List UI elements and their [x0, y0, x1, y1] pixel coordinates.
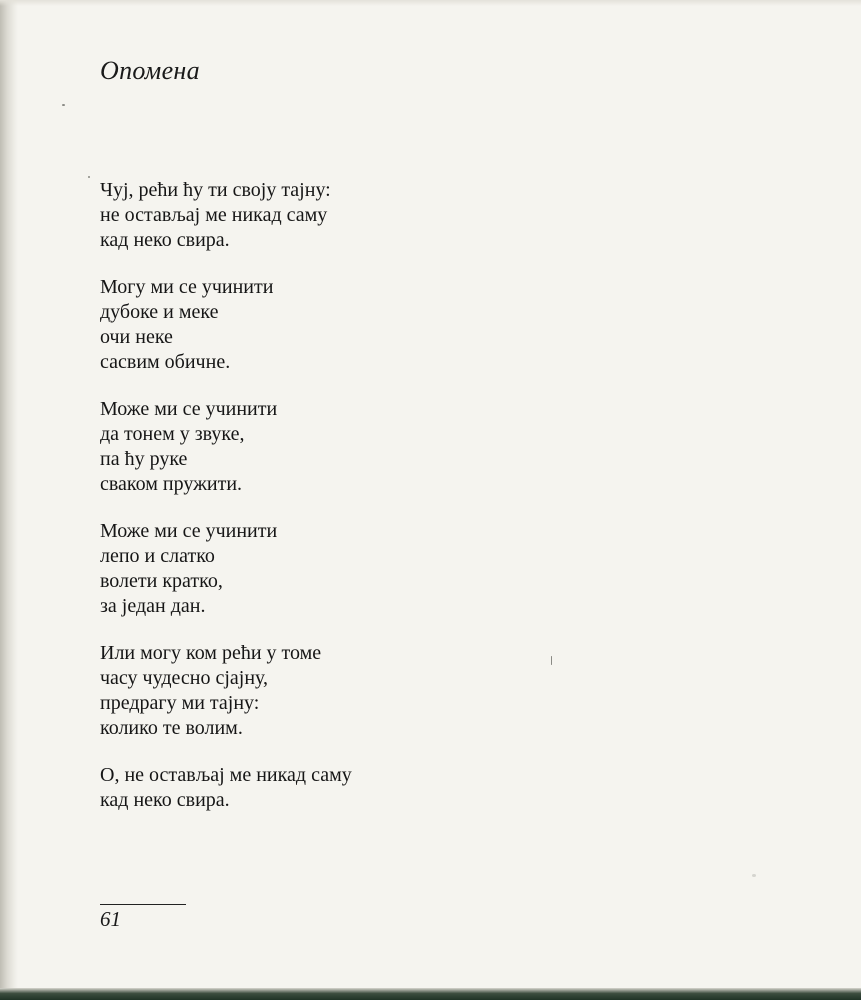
paper-speck — [752, 874, 756, 877]
poem-line: О, не остављај ме никад саму — [100, 764, 352, 786]
poem-line: колико те волим. — [100, 717, 243, 739]
paper-speck — [551, 656, 552, 665]
poem-line: очи неке — [100, 326, 173, 348]
poem-line: волети кратко, — [100, 570, 223, 592]
poem-line: не остављај ме никад саму — [100, 204, 328, 226]
poem-line: Чуј, рећи ћу ти своју тајну: — [100, 179, 331, 201]
stanza — [100, 275, 460, 375]
stanza — [100, 397, 460, 497]
poem-line: кад неко свира. — [100, 229, 230, 251]
poem-title: Опомена — [100, 56, 200, 85]
stanza — [100, 641, 460, 741]
poem-line: сваком пружити. — [100, 473, 243, 495]
poem-line: па ћу руке — [100, 448, 188, 470]
stanza — [100, 763, 460, 813]
poem-line: дубоке и меке — [100, 301, 219, 323]
poem-line: за један дан. — [100, 595, 206, 617]
stanza — [100, 178, 460, 253]
paper-speck — [88, 176, 90, 178]
spine-shadow — [0, 0, 18, 1000]
poem-line: Може ми се учинити — [100, 398, 278, 420]
poem-body — [100, 178, 460, 835]
poem-line: Могу ми се учинити — [100, 276, 274, 298]
poem-line: Може ми се учинити — [100, 520, 278, 542]
poem-line: лепо и слатко — [100, 545, 215, 567]
poem-line: предрагу ми тајну: — [100, 692, 260, 714]
poem-line: кад неко свира. — [100, 789, 230, 811]
poem-line: да тонем у звуке, — [100, 423, 245, 445]
poem-line: сасвим обичне. — [100, 351, 231, 373]
poem-line: часу чудесно сјајну, — [100, 667, 269, 689]
footer-rule — [100, 904, 186, 905]
page-number: 61 — [100, 907, 121, 931]
paper-speck — [62, 104, 65, 106]
page-top-edge — [0, 0, 861, 6]
book-cover-edge — [0, 988, 861, 1000]
poem-line: Или могу ком рећи у томе — [100, 642, 322, 664]
stanza — [100, 519, 460, 619]
